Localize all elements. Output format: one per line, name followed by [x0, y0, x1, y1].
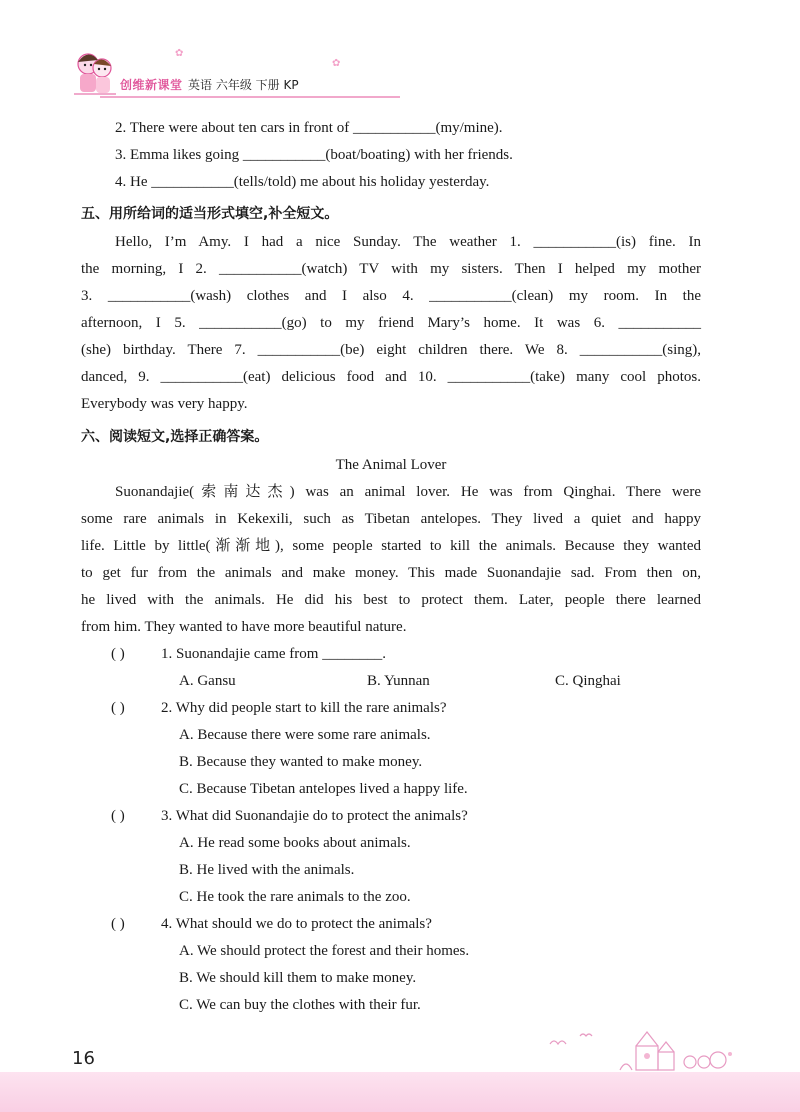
- passage-title: The Animal Lover: [335, 457, 447, 473]
- brand-name: 创维新课堂: [120, 78, 183, 92]
- castle-decoration-icon: [540, 1024, 780, 1072]
- question-stem: 1. Suonandajie came from ________.: [161, 646, 386, 662]
- header-rule: [100, 96, 400, 98]
- passage-line: 3. ___________(wash) clothes and I also 4. ___________(clean) my room. In the: [81, 288, 701, 304]
- passage-line: from him. They wanted to have more beautiful nature.: [81, 619, 407, 635]
- page-header: [70, 44, 400, 100]
- passage-line: (she) birthday. There 7. ___________(be) eight children there. We 8. ___________(sing),: [81, 342, 701, 358]
- passage-line: he lived with the animals. He did his best to protect them. Later, people there learned: [81, 592, 701, 608]
- page-number: 16: [72, 1048, 95, 1069]
- question-line: 4. He ___________(tells/told) me about his holiday yesterday.: [115, 174, 490, 190]
- passage-line: Suonandajie(索南达杰) was an animal lover. He was from Qinghai. There were: [115, 484, 701, 500]
- answer-paren[interactable]: ( ): [111, 808, 125, 824]
- option-b: B. Yunnan: [367, 673, 430, 689]
- option-a: A. We should protect the forest and their homes.: [179, 943, 470, 959]
- passage-line: Everybody was very happy.: [81, 396, 248, 412]
- course-label: 英语 六年级 下册 KP: [188, 78, 299, 92]
- passage-line: some rare animals in Kekexili, such as Tibetan antelopes. They lived a quiet and happy: [81, 511, 701, 527]
- question-stem: 2. Why did people start to kill the rare animals?: [161, 700, 447, 716]
- option-b: B. He lived with the animals.: [179, 862, 355, 878]
- passage-line: danced, 9. ___________(eat) delicious food and 10. ___________(take) many cool photos.: [81, 369, 701, 385]
- option-a: A. He read some books about animals.: [179, 835, 411, 851]
- option-c: C. Qinghai: [555, 673, 621, 689]
- option-c: C. He took the rare animals to the zoo.: [179, 889, 411, 905]
- option-a: A. Gansu: [179, 673, 236, 689]
- cartoon-kids-logo: [70, 44, 120, 100]
- passage-line: the morning, I 2. ___________(watch) TV with my sisters. Then I helped my mother: [81, 261, 701, 277]
- passage-line: afternoon, I 5. ___________(go) to my friend Mary’s home. It was 6. ___________: [81, 315, 701, 331]
- answer-paren[interactable]: ( ): [111, 700, 125, 716]
- footer-band: [0, 1072, 800, 1112]
- option-b: B. Because they wanted to make money.: [179, 754, 423, 770]
- answer-paren[interactable]: ( ): [111, 646, 125, 662]
- question-stem: 3. What did Suonandajie do to protect the animals?: [161, 808, 468, 824]
- section-title: 五、用所给词的适当形式填空,补全短文。: [81, 206, 339, 222]
- sparkle-icon: ✿: [175, 48, 184, 59]
- section-title: 六、阅读短文,选择正确答案。: [81, 429, 269, 445]
- option-c: C. Because Tibetan antelopes lived a happy life.: [179, 781, 468, 797]
- question-line: 3. Emma likes going ___________(boat/boating) with her friends.: [115, 147, 513, 163]
- option-a: A. Because there were some rare animals.: [179, 727, 431, 743]
- passage-line: to get fur from the animals and make money. This made Suonandajie sad. From then on,: [81, 565, 701, 581]
- option-b: B. We should kill them to make money.: [179, 970, 417, 986]
- passage-line: life. Little by little(渐渐地), some people started to kill the animals. Because they wanted: [81, 538, 701, 554]
- passage-line: Hello, I’m Amy. I had a nice Sunday. The weather 1. ___________(is) fine. In: [115, 234, 701, 250]
- sparkle-icon: ✿: [332, 58, 341, 69]
- answer-paren[interactable]: ( ): [111, 916, 125, 932]
- option-c: C. We can buy the clothes with their fur.: [179, 997, 421, 1013]
- question-stem: 4. What should we do to protect the animals?: [161, 916, 432, 932]
- question-line: 2. There were about ten cars in front of ___________(my/mine).: [115, 120, 503, 136]
